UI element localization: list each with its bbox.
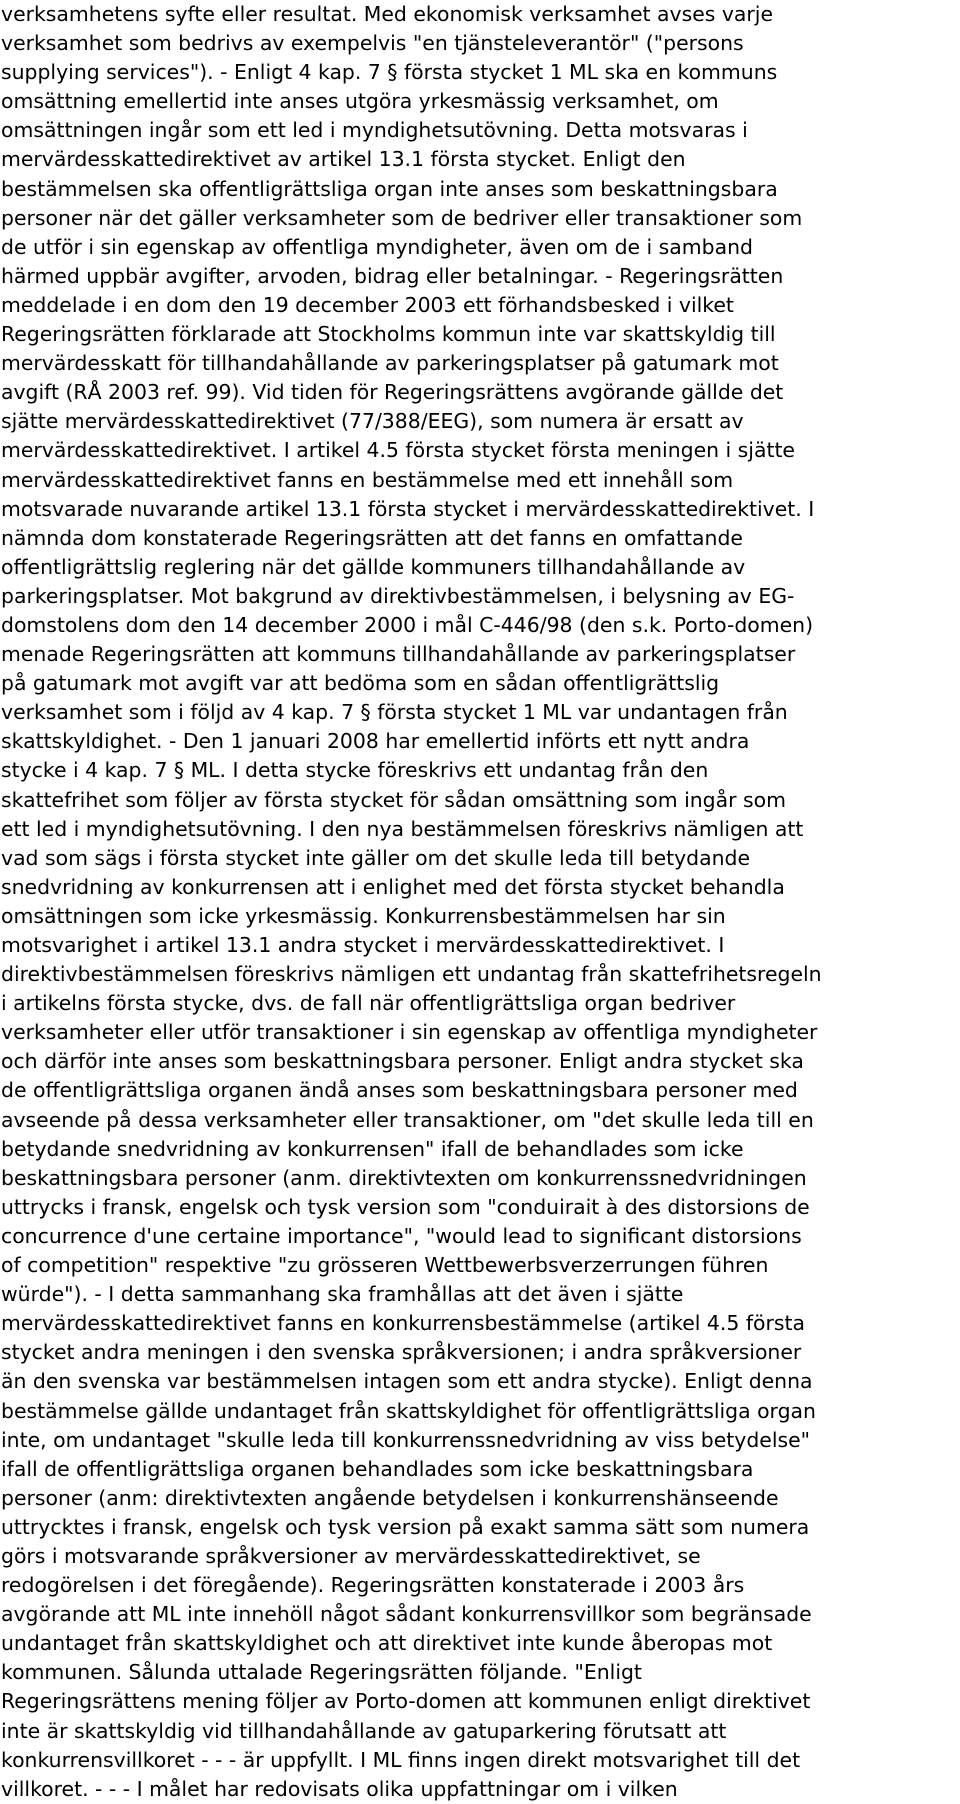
text-line: snedvridning av konkurrensen att i enlighet med det första stycket behandla [1, 874, 785, 899]
text-line: domstolens dom den 14 december 2000 i mål C-446/98 (den s.k. Porto-domen) [1, 612, 814, 637]
text-line: bestämmelsen ska offentligrättsliga organ inte anses som beskattningsbara [1, 176, 778, 201]
text-line: supplying services"). - Enligt 4 kap. 7 § första stycket 1 ML ska en kommuns [1, 60, 778, 85]
text-line: of competition" respektive "zu grösseren Wettbewerbsverzerrungen führen [1, 1253, 769, 1278]
text-line: skattefrihet som följer av första stycket för sådan omsättning som ingår som [1, 787, 786, 812]
text-line: Regeringsrättens mening följer av Porto-domen att kommunen enligt direktivet [1, 1689, 811, 1714]
text-line: personer när det gäller verksamheter som de bedriver eller transaktioner som [1, 205, 803, 230]
text-line: omsättningen som icke yrkesmässig. Konkurrensbestämmelsen har sin [1, 903, 726, 928]
text-line: ifall de offentligrättsliga organen behandlades som icke beskattningsbara [1, 1456, 754, 1481]
text-line: inte, om undantaget "skulle leda till konkurrenssnedvridning av viss betydelse" [1, 1427, 811, 1452]
text-line: de utför i sin egenskap av offentliga myndigheter, även om de i samband [1, 234, 753, 259]
text-line: avgift (RÅ 2003 ref. 99). Vid tiden för Regeringsrättens avgörande gällde det [1, 380, 784, 405]
text-line: avgörande att ML inte innehöll något sådant konkurrensvillkor som begränsade [1, 1602, 812, 1627]
text-line: direktivbestämmelsen föreskrivs nämligen ett undantag från skattefrihetsregeln [1, 962, 822, 987]
text-line: omsättning emellertid inte anses utgöra yrkesmässig verksamhet, om [1, 89, 719, 114]
body-text [1, 0, 956, 1804]
text-line: uttrycktes i fransk, engelsk och tysk version på exakt samma sätt som numera [1, 1514, 810, 1539]
text-line: omsättningen ingår som ett led i myndighetsutövning. Detta motsvaras i [1, 118, 748, 143]
text-line: mervärdesskatt för tillhandahållande av parkeringsplatser på gatumark mot [1, 351, 779, 376]
text-line: avseende på dessa verksamheter eller transaktioner, om "det skulle leda till en [1, 1107, 814, 1132]
text-line: än den svenska var bestämmelsen intagen som ett andra stycke). Enligt denna [1, 1369, 813, 1394]
text-line: mervärdesskattedirektivet. I artikel 4.5 första stycket första meningen i sjätte [1, 438, 795, 463]
text-line: och därför inte anses som beskattningsbara personer. Enligt andra stycket ska [1, 1049, 804, 1074]
text-line: de offentligrättsliga organen ändå anses som beskattningsbara personer med [1, 1078, 798, 1103]
text-line: mervärdesskattedirektivet av artikel 13.1 första stycket. Enligt den [1, 147, 686, 172]
text-line: offentligrättslig reglering när det gällde kommuners tillhandahållande av [1, 554, 746, 579]
text-line: inte är skattskyldig vid tillhandahållande av gatuparkering förutsatt att [1, 1718, 727, 1743]
text-line: würde"). - I detta sammanhang ska framhållas att det även i sjätte [1, 1282, 684, 1307]
text-line: parkeringsplatser. Mot bakgrund av direktivbestämmelsen, i belysning av EG- [1, 583, 795, 608]
text-line: konkurrensvillkoret - - - är uppfyllt. I ML finns ingen direkt motsvarighet till det [1, 1747, 801, 1772]
text-line: skattskyldighet. - Den 1 januari 2008 har emellertid införts ett nytt andra [1, 729, 750, 754]
text-line: på gatumark mot avgift var att bedöma som en sådan offentligrättslig [1, 671, 720, 696]
text-line: kommunen. Sålunda uttalade Regeringsrätten följande. "Enligt [1, 1660, 642, 1685]
text-line: ett led i myndighetsutövning. I den nya bestämmelsen föreskrivs nämligen att [1, 816, 804, 841]
text-line: sjätte mervärdesskattedirektivet (77/388/EEG), som numera är ersatt av [1, 409, 744, 434]
text-line: concurrence d'une certaine importance", "would lead to significant distorsions [1, 1223, 802, 1248]
text-line: meddelade i en dom den 19 december 2003 ett förhandsbesked i vilket [1, 292, 734, 317]
text-line: verksamheter eller utför transaktioner i sin egenskap av offentliga myndigheter [1, 1020, 818, 1045]
text-line: nämnda dom konstaterade Regeringsrätten att det fanns en omfattande [1, 525, 743, 550]
text-line: mervärdesskattedirektivet fanns en konkurrensbestämmelse (artikel 4.5 första [1, 1311, 805, 1336]
text-line: motsvarighet i artikel 13.1 andra stycket i mervärdesskattedirektivet. I [1, 933, 725, 957]
text-line: stycket andra meningen i den svenska språkversionen; i andra språkversioner [1, 1340, 802, 1365]
text-line: bestämmelse gällde undantaget från skattskyldighet för offentligrättsliga organ [1, 1398, 816, 1423]
text-line: beskattningsbara personer (anm. direktivtexten om konkurrenssnedvridningen [1, 1165, 807, 1190]
text-line: redogörelsen i det föregående). Regeringsrätten konstaterade i 2003 års [1, 1573, 745, 1598]
text-line: betydande snedvridning av konkurrensen" ifall de behandlades som icke [1, 1136, 744, 1161]
text-line: Regeringsrätten förklarade att Stockholms kommun inte var skattskyldig till [1, 322, 776, 347]
text-line: härmed uppbär avgifter, arvoden, bidrag eller betalningar. - Regeringsrätten [1, 263, 784, 288]
text-line: i artikelns första stycke, dvs. de fall när offentligrättsliga organ bedriver [1, 991, 736, 1016]
text-line: menade Regeringsrätten att kommuns tillhandahållande av parkeringsplatser [1, 642, 796, 667]
text-line: stycke i 4 kap. 7 § ML. I detta stycke föreskrivs ett undantag från den [1, 758, 709, 783]
text-line: verksamhet som i följd av 4 kap. 7 § första stycket 1 ML var undantagen från [1, 700, 788, 725]
text-line: görs i motsvarande språkversioner av mervärdesskattedirektivet, se [1, 1543, 701, 1568]
text-line: motsvarade nuvarande artikel 13.1 första stycket i mervärdesskattedirektivet. I [1, 496, 815, 521]
text-line: verksamhetens syfte eller resultat. Med ekonomisk verksamhet avses varje [1, 2, 774, 26]
text-line: mervärdesskattedirektivet fanns en bestämmelse med ett innehåll som [1, 467, 734, 492]
text-line: vad som sägs i första stycket inte gäller om det skulle leda till betydande [1, 845, 751, 870]
text-line: verksamhet som bedrivs av exempelvis "en tjänsteleverantör" ("persons [1, 31, 744, 56]
text-line: villkoret. - - - I målet har redovisats olika uppfattningar om i vilken [1, 1776, 678, 1801]
text-line: uttrycks i fransk, engelsk och tysk version som "conduirait à des distorsions de [1, 1194, 810, 1219]
text-line: undantaget från skattskyldighet och att direktivet inte kunde åberopas mot [1, 1631, 773, 1656]
text-line: personer (anm: direktivtexten angående betydelsen i konkurrenshänseende [1, 1485, 779, 1510]
